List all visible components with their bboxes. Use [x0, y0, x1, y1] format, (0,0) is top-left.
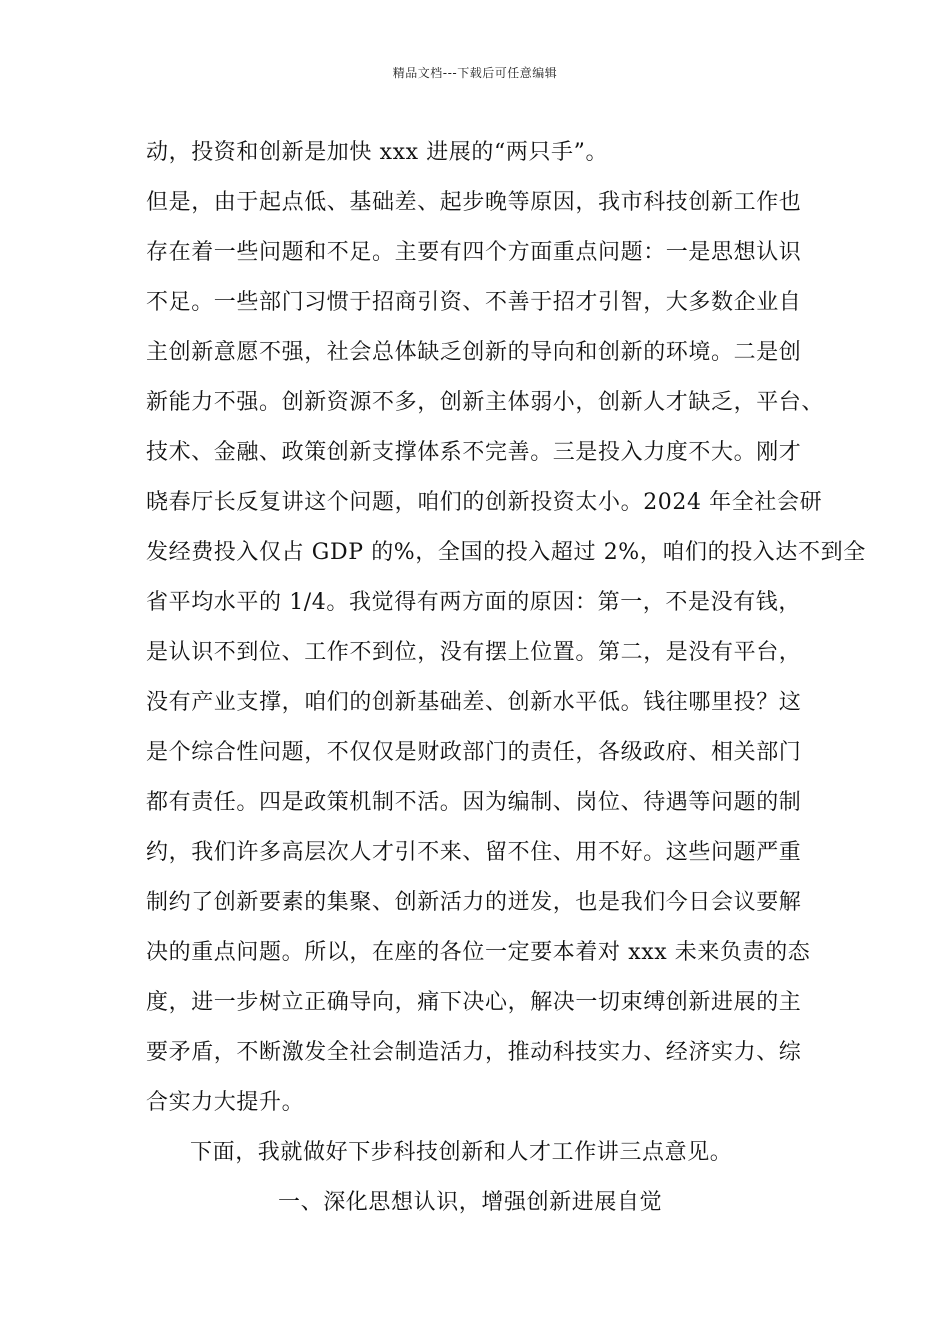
body-line: 约，我们许多高层次人才引不来、留不住、用不好。这些问题严重: [146, 840, 802, 865]
page-header: 精品文档---下载后可任意编辑: [392, 66, 558, 80]
body-line: 动，投资和创新是加快 xxx 进展的“两只手”。: [146, 140, 609, 165]
intro-paragraph: 下面，我就做好下步科技创新和人才工作讲三点意见。: [190, 1140, 733, 1165]
body-line: 存在着一些问题和不足。主要有四个方面重点问题：一是思想认识: [146, 240, 802, 265]
document-body: [146, 128, 866, 1228]
body-line: 没有产业支撑，咱们的创新基础差、创新水平低。钱往哪里投？这: [146, 690, 802, 715]
body-line: 发经费投入仅占 GDP 的%，全国的投入超过 2%，咱们的投入达不到全: [146, 540, 866, 565]
body-line: 都有责任。四是政策机制不活。因为编制、岗位、待遇等问题的制: [146, 790, 802, 815]
body-line: 主创新意愿不强，社会总体缺乏创新的导向和创新的环境。二是创: [146, 340, 802, 365]
body-line: 要矛盾，不断激发全社会制造活力，推动科技实力、经济实力、综: [146, 1040, 802, 1065]
section-heading: 一、深化思想认识，增强创新进展自觉: [278, 1190, 663, 1215]
body-line: 不足。一些部门习惯于招商引资、不善于招才引智，大多数企业自: [146, 290, 802, 315]
body-line: 晓春厅长反复讲这个问题，咱们的创新投资太小。2024 年全社会研: [146, 490, 823, 515]
body-line: 新能力不强。创新资源不多，创新主体弱小，创新人才缺乏，平台、: [146, 390, 825, 415]
body-line: 省平均水平的 1/4。我觉得有两方面的原因：第一，不是没有钱，: [146, 590, 802, 615]
body-line: 是个综合性问题，不仅仅是财政部门的责任，各级政府、相关部门: [146, 740, 802, 765]
body-line: 制约了创新要素的集聚、创新活力的迸发，也是我们今日会议要解: [146, 890, 802, 915]
body-line: 度，进一步树立正确导向，痛下决心，解决一切束缚创新进展的主: [146, 990, 802, 1015]
body-line: 决的重点问题。所以，在座的各位一定要本着对 xxx 未来负责的态: [146, 940, 811, 965]
body-line: 技术、金融、政策创新支撑体系不完善。三是投入力度不大。刚才: [146, 440, 802, 465]
body-line: 是认识不到位、工作不到位，没有摆上位置。第二，是没有平台，: [146, 640, 802, 665]
body-line: 但是，由于起点低、基础差、起步晚等原因，我市科技创新工作也: [146, 190, 802, 215]
body-line: 合实力大提升。: [146, 1090, 305, 1115]
